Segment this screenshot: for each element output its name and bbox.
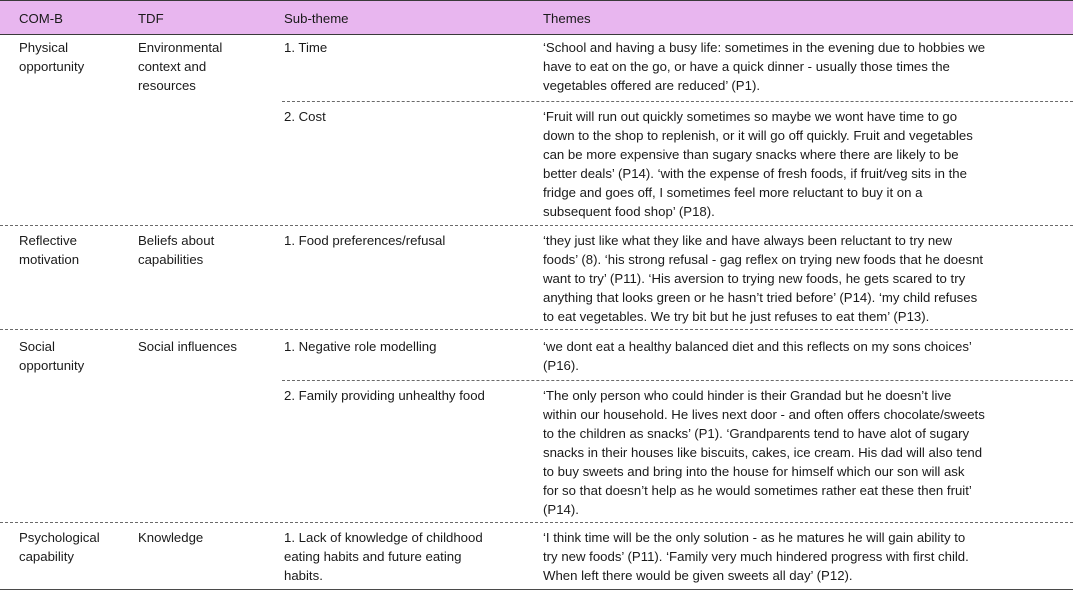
row-comb: Psychological capability (19, 530, 100, 564)
header-tdf: TDF (138, 11, 164, 26)
table-bottom-rule (0, 589, 1073, 590)
row-comb: Physical opportunity (19, 40, 85, 74)
header-themes: Themes (543, 11, 591, 26)
header-comb: COM-B (19, 11, 63, 26)
header-subtheme: Sub-theme (284, 11, 349, 26)
row-theme: ‘Fruit will run out quickly sometimes so maybe we wont have time to go down to the shop to replenish, or it will go off quickly. Fruit and vegetables can be more expensive than sugary snacks where there are likely to be better deals’ (P14). ‘with the expense of fresh foods, if fruit/veg sits in the fridge and goes off, I sometimes feel more reluctant to buy it on a subsequent food shop’ (P18). (543, 109, 973, 219)
row-tdf: Environmental context and resources (138, 40, 223, 93)
row-theme: ‘The only person who could hinder is their Grandad but he doesn’t live within our household. He lives next door - and often offers chocolate/sweets to the children as snacks’ (P1). ‘Grandparents tend to have alot of sugary snacks in their houses like biscuits, cakes, ice cream. His dad will also tend to buy sweets and bring into the house for himself which our son will ask for so that doesn’t help as he would sometimes rather eat these then fruit’ (P14). (543, 388, 985, 517)
row-tdf: Beliefs about capabilities (138, 233, 215, 267)
row-subtheme: 1. Food preferences/refusal (284, 233, 446, 248)
row-subtheme: 1. Lack of knowledge of childhood eating habits and future eating habits. (284, 530, 483, 583)
table-header (0, 0, 1073, 35)
row-theme: ‘we dont eat a healthy balanced diet and this reflects on my sons choices’ (P16). (543, 339, 972, 373)
row-tdf: Knowledge (138, 530, 204, 545)
row-comb: Social opportunity (19, 339, 85, 373)
row-theme: ‘School and having a busy life: sometimes in the evening due to hobbies we have to eat on the go, or have a quick dinner - usually those times the vegetables offered are reduced’ (P1). (543, 40, 986, 93)
sub-divider (282, 101, 1073, 102)
row-tdf: Social influences (138, 339, 237, 354)
row-theme: ‘they just like what they like and have always been reluctant to try new foods’ (8). ‘his strong refusal - gag reflex on trying new foods that he doesnt want to try’ (P11). ‘His aversion to trying new foods, he gets scared to try anything that looks green or he hasn’t tried before’ (P14). ‘my child refuses to eat vegetables. We try bit but he just refuses to eat them’ (P13). (543, 233, 984, 324)
row-subtheme: 1. Negative role modelling (284, 339, 437, 354)
row-divider (0, 522, 1073, 523)
row-theme: ‘I think time will be the only solution - as he matures he will gain ability to try new foods’ (P11). ‘Family very much hindered progress with first child. When left there would be given sweets all day’ (P12). (543, 530, 969, 583)
row-subtheme: 2. Cost (284, 109, 326, 124)
row-comb: Reflective motivation (19, 233, 80, 267)
row-divider (0, 329, 1073, 330)
row-subtheme: 2. Family providing unhealthy food (284, 388, 485, 403)
sub-divider (282, 380, 1073, 381)
row-divider (0, 225, 1073, 226)
row-subtheme: 1. Time (284, 40, 328, 55)
